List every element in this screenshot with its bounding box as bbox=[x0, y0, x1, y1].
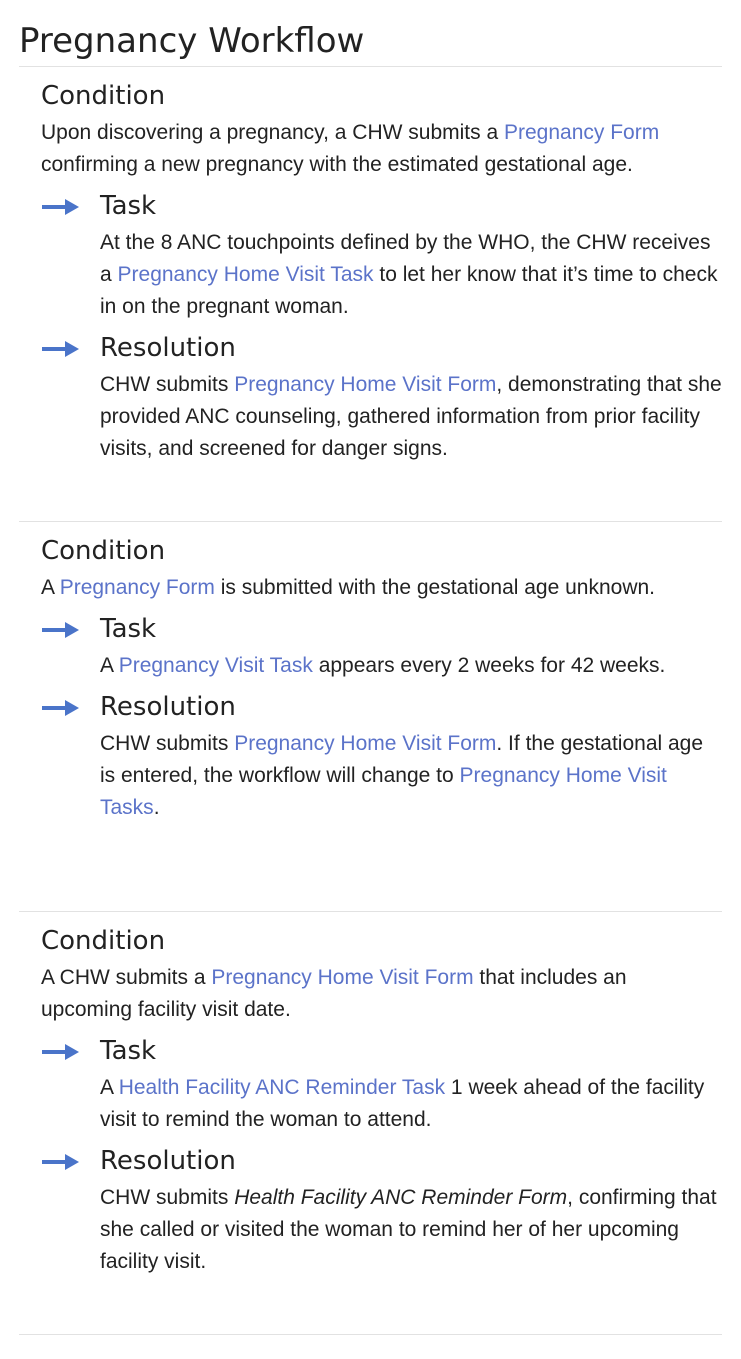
task-text: A Health Facility ANC Reminder Task 1 week ahead of the facility visit to remind the woman to attend. bbox=[100, 1076, 705, 1131]
resolution-text: CHW submits Pregnancy Home Visit Form. If the gestational age is entered, the workflow will change to Pregnancy Home Visit Tasks. bbox=[100, 732, 704, 819]
pregnancy-form-link[interactable]: Pregnancy Form bbox=[59, 576, 215, 599]
workflow-section-3 bbox=[19, 911, 722, 1335]
pregnancy-home-visit-form-link[interactable]: Pregnancy Home Visit Form bbox=[211, 966, 474, 989]
pregnancy-form-link[interactable]: Pregnancy Form bbox=[503, 121, 660, 144]
arrow-right-icon bbox=[41, 618, 81, 642]
condition-heading: Condition bbox=[41, 536, 166, 566]
health-facility-anc-reminder-form-name: Health Facility ANC Reminder Form bbox=[234, 1186, 568, 1209]
condition-text: A Pregnancy Form is submitted with the gestational age unknown. bbox=[41, 576, 656, 599]
arrow-right-icon bbox=[41, 337, 81, 361]
pregnancy-home-visit-form-link[interactable]: Pregnancy Home Visit Form bbox=[234, 732, 497, 755]
condition-heading: Condition bbox=[41, 926, 166, 956]
task-block bbox=[41, 189, 722, 323]
resolution-text: CHW submits Health Facility ANC Reminder Form, confirming that she called or visited the woman to remind her of her upcoming facility visit. bbox=[100, 1186, 717, 1273]
task-block bbox=[41, 1034, 722, 1136]
condition-text: A CHW submits a Pregnancy Home Visit Form that includes an upcoming facility visit date. bbox=[41, 966, 627, 1021]
workflow-section-2 bbox=[19, 521, 722, 911]
pregnancy-visit-task-link[interactable]: Pregnancy Visit Task bbox=[118, 654, 313, 677]
pregnancy-home-visit-form-link[interactable]: Pregnancy Home Visit Form bbox=[234, 373, 497, 396]
task-text: At the 8 ANC touchpoints defined by the WHO, the CHW receives a Pregnancy Home Visit Task to let her know that it’s time to check in on the pregnant woman. bbox=[100, 231, 718, 318]
resolution-block bbox=[41, 1144, 722, 1278]
task-block bbox=[41, 612, 722, 682]
condition-text: Upon discovering a pregnancy, a CHW submits a Pregnancy Form confirming a new pregnancy with the estimated gestational age. bbox=[41, 121, 660, 176]
resolution-block bbox=[41, 331, 722, 465]
page-title: Pregnancy Workflow bbox=[19, 21, 365, 61]
arrow-right-icon bbox=[41, 1150, 81, 1174]
pregnancy-home-visit-tasks-link[interactable]: Pregnancy Home Visit Tasks bbox=[100, 764, 667, 819]
task-heading: Task bbox=[100, 614, 157, 644]
task-text: A Pregnancy Visit Task appears every 2 weeks for 42 weeks. bbox=[100, 654, 666, 677]
pregnancy-home-visit-task-link[interactable]: Pregnancy Home Visit Task bbox=[117, 263, 374, 286]
resolution-heading: Resolution bbox=[100, 333, 236, 363]
arrow-right-icon bbox=[41, 1040, 81, 1064]
workflow-section-1 bbox=[19, 66, 722, 521]
resolution-block bbox=[41, 690, 722, 824]
arrow-right-icon bbox=[41, 696, 81, 720]
task-heading: Task bbox=[100, 191, 157, 221]
resolution-heading: Resolution bbox=[100, 1146, 236, 1176]
condition-heading: Condition bbox=[41, 81, 166, 111]
arrow-right-icon bbox=[41, 195, 81, 219]
task-heading: Task bbox=[100, 1036, 157, 1066]
resolution-heading: Resolution bbox=[100, 692, 236, 722]
health-facility-anc-reminder-task-link[interactable]: Health Facility ANC Reminder Task bbox=[118, 1076, 446, 1099]
resolution-text: CHW submits Pregnancy Home Visit Form, demonstrating that she provided ANC counseling, gathered information from prior facility visits, and screened for danger signs. bbox=[100, 373, 722, 460]
